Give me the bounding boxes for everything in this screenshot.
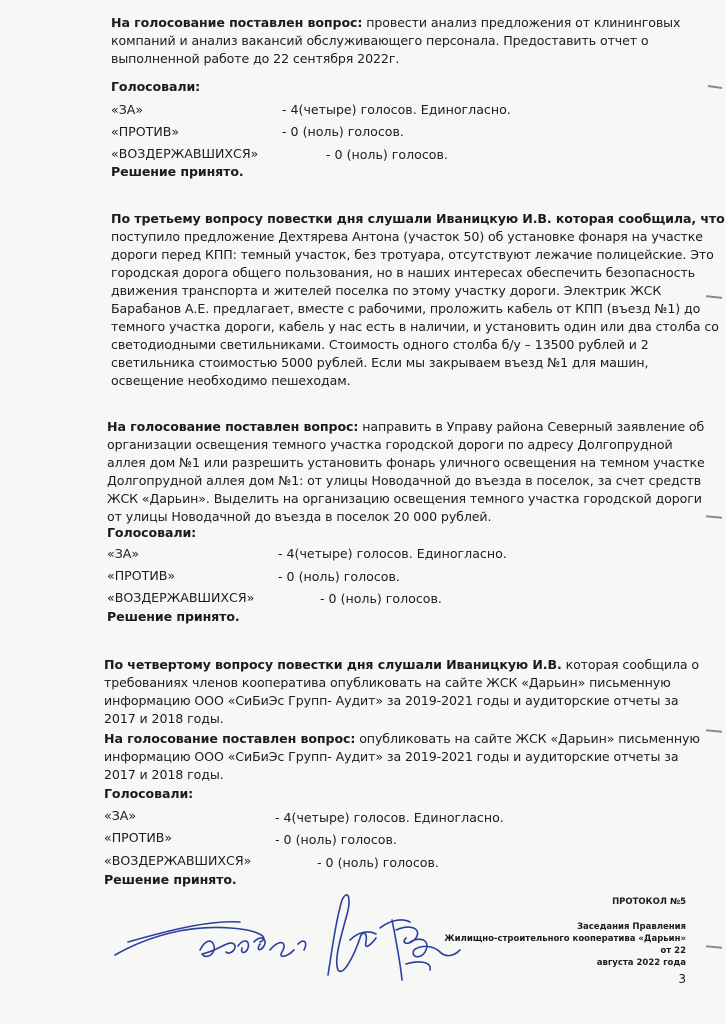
paragraph-line: организации освещения темного участка городской дороги по адресу Долгопрудной [107,437,673,452]
vote-for-value: - 4(четыре) голосов. Единогласно. [278,546,507,561]
paragraph-line: информацию ООО «СиБиЭс Групп- Аудит» за 2019-2021 годы и аудиторские отчеты за [104,693,679,708]
vote-for-value: - 4(четыре) голосов. Единогласно. [282,102,511,117]
paragraph-line: компаний и анализ вакансий обслуживающего персонала. Предоставить отчет о [111,33,649,48]
paragraph-line: По третьему вопросу повестки дня слушали Иваницкую И.В. которая сообщила, что [111,211,725,226]
signature-stroke [128,922,240,942]
paragraph-line: На голосование поставлен вопрос: опубликовать на сайте ЖСК «Дарьин» письменную [104,731,700,746]
scan-mark [706,729,722,732]
vote-against-label: «ПРОТИВ» [111,124,180,139]
paragraph-line: движения транспорта и жителей поселка по этому участку дороги. Электрик ЖСК [111,283,662,298]
scan-mark [708,85,722,89]
vote-for-value: - 4(четыре) голосов. Единогласно. [275,810,504,825]
paragraph-line: На голосование поставлен вопрос: провести анализ предложения от клининговых [111,15,681,30]
paragraph-line: светодиодными светильниками. Стоимость одного столба б/у – 13500 рублей и 2 [111,337,649,352]
paragraph-line: 2017 и 2018 годы. [104,711,224,726]
vote-question-label: На голосование поставлен вопрос: [104,731,356,746]
decision-text: Решение принято. [104,872,237,887]
vote-against-label: «ПРОТИВ» [107,568,176,583]
footer-line: Заседания Правления [576,922,686,932]
scan-mark [706,295,722,299]
vote-against-value: - 0 (ноль) голосов. [278,569,400,584]
handwritten-signatures [110,880,490,1010]
footer-line: августа 2022 года [596,958,686,968]
protocol-number: ПРОТОКОЛ №5 [612,897,686,907]
vote-against-value: - 0 (ноль) голосов. [282,124,404,139]
paragraph-line: Барабанов А.Е. предлагает, вместе с рабочими, проложить кабель от КПП (въезд №1) до [111,301,701,316]
vote-for-label: «ЗА» [111,102,144,117]
vote-for-label: «ЗА» [104,808,137,823]
paragraph-line: требованиях членов кооператива опубликовать на сайте ЖСК «Дарьин» письменную [104,675,671,690]
decision-text: Решение принято. [107,609,240,624]
footer-line: от 22 [660,946,686,956]
votes-heading: Голосовали: [107,525,197,540]
paragraph-line: информацию ООО «СиБиЭс Групп- Аудит» за 2019-2021 годы и аудиторские отчеты за [104,749,679,764]
vote-abstain-label: «ВОЗДЕРЖАВШИХСЯ» [107,590,255,605]
paragraph-line: 2017 и 2018 годы. [104,767,224,782]
vote-abstain-label: «ВОЗДЕРЖАВШИХСЯ» [104,853,252,868]
paragraph-line: освещение необходимо пешеходам. [111,373,351,388]
paragraph-line: поступило предложение Дехтярева Антона (участок 50) об установке фонаря на участке [111,229,703,244]
vote-for-label: «ЗА» [107,546,140,561]
vote-abstain-value: - 0 (ноль) голосов. [320,591,442,606]
scan-mark [706,515,722,518]
signature-stroke [328,895,376,975]
paragraph-line: темного участка дороги, кабель у нас есть в наличии, и установить один или два столба со [111,319,719,334]
paragraph-line: выполненной работе до 22 сентября 2022г. [111,51,400,66]
paragraph-line: На голосование поставлен вопрос: направить в Управу района Северный заявление об [107,419,705,434]
votes-heading: Голосовали: [104,786,194,801]
page-number: 3 [678,972,686,986]
paragraph-line: Долгопрудной аллея дом №1: от улицы Новодачной до въезда в поселок, за счет средств [107,473,702,488]
paragraph-line: ЖСК «Дарьин». Выделить на организацию освещения темного участка городской дороги [107,491,702,506]
vote-abstain-value: - 0 (ноль) голосов. [317,855,439,870]
signature-stroke [350,932,376,940]
paragraph-line: аллея дом №1 или разрешить установить фонарь уличного освещения на темном участке [107,455,705,470]
scan-mark [706,945,722,948]
vote-question-label: На голосование поставлен вопрос: [111,15,363,30]
footer-line: Жилищно-строительного кооператива «Дарьин» [444,934,686,944]
decision-text: Решение принято. [111,164,244,179]
vote-against-label: «ПРОТИВ» [104,830,173,845]
vote-against-value: - 0 (ноль) голосов. [275,832,397,847]
vote-abstain-value: - 0 (ноль) голосов. [326,147,448,162]
paragraph-line: светильника стоимостью 5000 рублей. Если мы закрываем въезд №1 для машин, [111,355,649,370]
vote-question-label: На голосование поставлен вопрос: [107,419,359,434]
signature-stroke [392,920,460,980]
paragraph-line: По четвертому вопросу повестки дня слушали Иваницкую И.В. которая сообщила о [104,657,700,672]
vote-abstain-label: «ВОЗДЕРЖАВШИХСЯ» [111,146,259,161]
paragraph-line: от улицы Новодачной до въезда в поселок 20 000 рублей. [107,509,492,524]
paragraph-line: городская дорога общего пользования, но в наших интересах обеспечить безопасность [111,265,696,280]
signature-stroke [200,938,306,956]
paragraph-line: дороги перед КПП: темный участок, без тротуара, отсутствуют лежачие полицейские. Это [111,247,714,262]
votes-heading: Голосовали: [111,79,201,94]
